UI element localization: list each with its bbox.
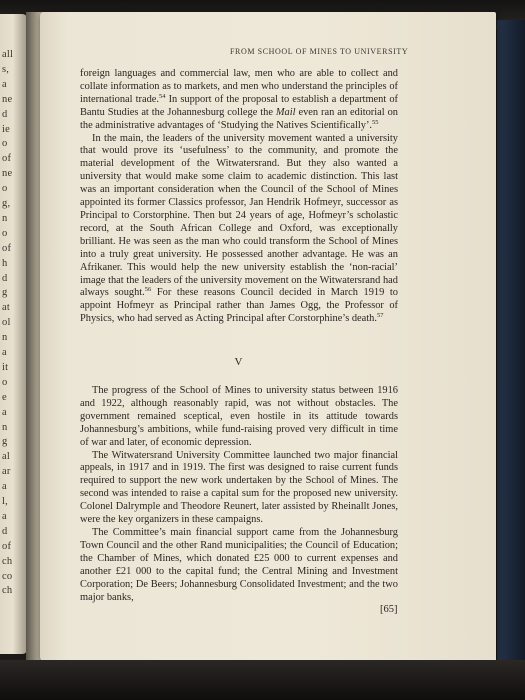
facing-page-fragment: e [2, 391, 7, 403]
facing-page-fragment: o [2, 376, 8, 388]
section-heading: V [234, 356, 244, 368]
footnote-ref: 56 [144, 286, 152, 294]
paragraph: The Committee’s main financial support came from the Johannesburg Town Council and the other Rand municipalities; the Council of Education; the Chamber of Mines, which donated £25 000 to current expenses and another £21 000 to the capital fund; the Central Mining and Investment Corporation; De Beers; Johannesburg Consolidated Investment; and the two major banks, [80, 526, 398, 603]
facing-page-fragment: g [2, 287, 8, 299]
page-number: [65] [380, 604, 398, 615]
facing-page-fragment: a [2, 347, 7, 358]
facing-page-fragment: ch [2, 555, 13, 567]
facing-page-fragment: of [2, 540, 12, 552]
facing-page-fragment: a [2, 481, 7, 493]
facing-page-fragment: n [2, 332, 8, 344]
facing-page-fragment: ne [2, 93, 13, 105]
footnote-ref: 57 [376, 312, 384, 320]
facing-page-fragment: ar [2, 466, 11, 478]
facing-page-fragment: all [2, 49, 14, 60]
facing-page-fragment: s, [2, 63, 10, 75]
facing-page-fragment: d [2, 525, 8, 537]
facing-page-fragment: al [2, 451, 10, 463]
book-cover-edge [497, 20, 525, 670]
paragraph: The progress of the School of Mines to university status between 1916 and 1922, although reasonably rapid, was not without obstacles. The government remained sceptical, even hostile in its attitude towards Johannesburg’s ambitions, while fund-raising proved very difficult in time of war and later, of economic depression. [80, 385, 398, 448]
facing-page-fragment: d [2, 272, 8, 284]
facing-page-fragment: co [2, 570, 13, 582]
facing-page-fragment: a [2, 78, 7, 90]
facing-page-fragment: l, [2, 496, 8, 507]
facing-page-fragment: of [2, 242, 12, 254]
body-text-bottom [80, 385, 398, 604]
facing-page-fragment: n [2, 212, 8, 224]
facing-page-fragment: a [2, 510, 7, 522]
paragraph: foreign languages and commercial law, men who are able to collect and collate information as to markets, and men who understand the principles of international trade.$^{54}$ In support of the proposal to establish a department of Bantu Studies at the Johannesburg college the Mail even ran an editorial on the administrative advantages of ‘Studying the Natives Scientifically’.$^{55}$ [80, 68, 398, 131]
body-text-top [80, 68, 398, 326]
facing-page-fragment: of [2, 153, 12, 165]
facing-page-fragment: a [2, 406, 7, 418]
facing-page-fragment: o [2, 138, 8, 150]
facing-page-fragment: ie [2, 123, 10, 135]
facing-page-fragment: ch [2, 585, 13, 597]
facing-page-fragment: g, [2, 198, 11, 209]
paragraph: In the main, the leaders of the university movement wanted a university that would prove its ‘usefulness’ to the community, and promote the material development of the Witwatersrand. But they also wanted a university that would make some claim to academic distinction. This last was an important consideration when the Council of the School of Mines appointed its former Classics professor, Jan Hendrik Hofmeyr, successor as Principal to Corstorphine. Then but 24 years of age, Hofmeyr’s scholastic record, at the South African College and Oxford, was exceptionally brilliant. He was seen as the man who could transform the School of Mines into a truly great university. He possessed another advantage. He was an Afrikaner. This would help the new university establish the ‘non-racial’ image that the leaders of the university movement on the Witwatersrand had always sought.$^{56}$ For these reasons Council decided in March 1919 to appoint Hofmeyr as Principal rather than James Ogg, the Professor of Physics, who had served as Acting Principal after Corstorphine’s death.$^{57}$ [80, 132, 398, 325]
paragraph: The Witwatersrand University Committee launched two major financial appeals, in 1917 and in 1919. The first was designed to raise current funds required to support the new work undertaken by the School of Mines. The second was intended to raise a capital sum for the proposed new university. Colonel Dalrymple and Theodore Reunert, later assisted by Rheinallt Jones, were the key organizers in these campaigns. [80, 449, 398, 526]
facing-page-fragment: o [2, 227, 8, 239]
footnote-ref: 55 [372, 118, 379, 126]
facing-page-fragment: d [2, 108, 8, 120]
running-header: FROM SCHOOL OF MINES TO UNIVERSITY [230, 47, 409, 56]
facing-page-fragment: ol [2, 317, 11, 329]
facing-page-fragment: g [2, 436, 8, 448]
facing-page-fragment: at [2, 302, 10, 314]
facing-page-fragment: ne [2, 168, 13, 180]
facing-page-fragment: n [2, 421, 8, 433]
background-bottom [0, 660, 525, 700]
facing-page-fragment: h [2, 257, 8, 269]
facing-page-fragment: it [2, 361, 9, 373]
italic-title: Mail [275, 106, 296, 118]
facing-page-fragment: o [2, 183, 8, 195]
footnote-ref: 54 [158, 92, 166, 100]
